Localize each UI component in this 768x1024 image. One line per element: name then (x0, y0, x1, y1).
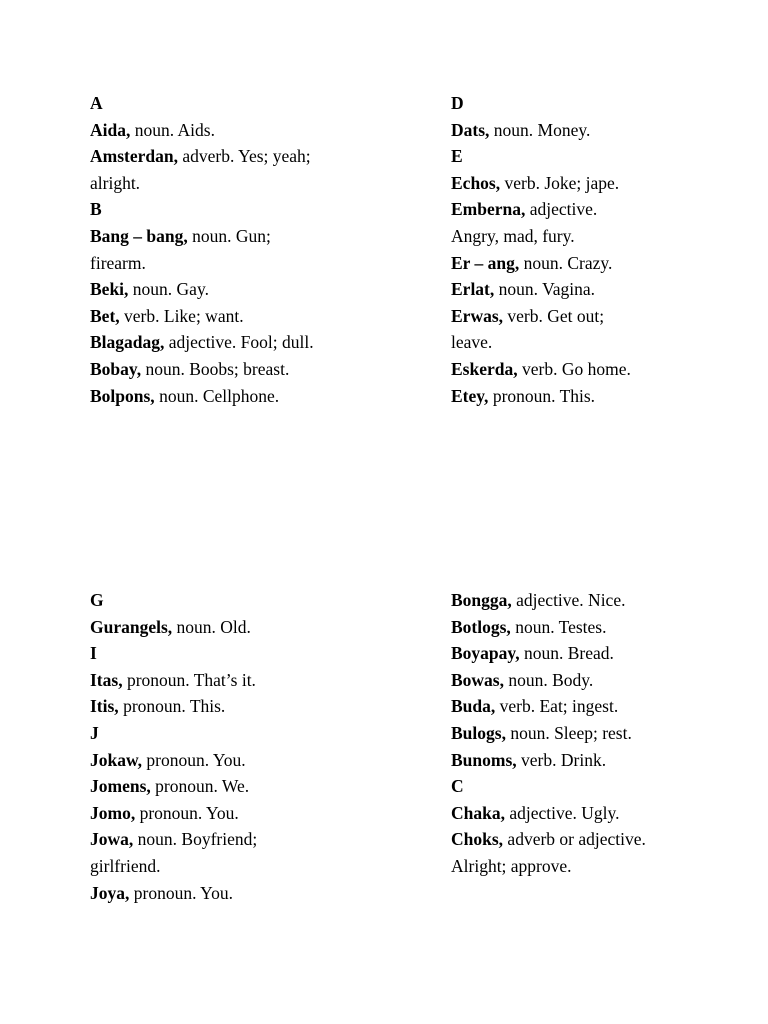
entry-term: Joya, (90, 882, 130, 903)
glossary-entry (451, 117, 721, 144)
entry-definition: adjective. Ugly. (504, 802, 620, 823)
entry-term: Amsterdan, (90, 146, 178, 167)
entry-definition: noun. Sleep; rest. (505, 722, 632, 743)
entry-term: Emberna, (451, 199, 526, 220)
entry-term: Choks, (451, 829, 504, 850)
glossary-entry (90, 667, 360, 694)
definition-continuation: alright. (90, 172, 141, 193)
entry-definition: noun. Crazy. (519, 252, 613, 273)
entry-term: Bet, (90, 305, 120, 326)
entry-definition: noun. Gay. (128, 279, 209, 300)
section-letter: A (90, 93, 103, 113)
entry-term: Beki, (90, 279, 129, 300)
entry-term: Bowas, (451, 669, 504, 690)
entry-term: Bongga, (451, 590, 512, 610)
entry-term: Itas, (90, 669, 123, 690)
entry-definition: noun. Old. (172, 616, 251, 637)
entry-term: Bunoms, (451, 749, 517, 770)
definition-continuation: firearm. (90, 252, 146, 273)
entry-term: Itis, (90, 696, 119, 717)
glossary-entry (90, 276, 360, 303)
section-letter: J (90, 722, 99, 743)
definition-continuation: Alright; approve. (451, 855, 572, 876)
entry-term: Botlogs, (451, 616, 511, 637)
definition-continuation: girlfriend. (90, 855, 161, 876)
entry-definition: verb. Drink. (516, 749, 607, 770)
entry-term: Jokaw, (90, 749, 143, 770)
entry-term: Boyapay, (451, 643, 520, 664)
entry-definition: pronoun. You. (135, 802, 239, 823)
entry-definition: noun. Cellphone. (154, 385, 280, 406)
glossary-entry (451, 640, 721, 667)
glossary-entry (451, 800, 721, 827)
entry-term: Dats, (451, 119, 490, 140)
section-letter: B (90, 199, 102, 220)
entry-term: Bang – bang, (90, 225, 188, 246)
glossary-entry (90, 747, 360, 774)
entry-term: Bulogs, (451, 722, 506, 743)
glossary-block-d-e (451, 90, 721, 409)
entry-definition: verb. Go home. (517, 358, 631, 379)
definition-continuation: leave. (451, 332, 493, 353)
section-letter: C (451, 776, 464, 797)
glossary-entry (90, 223, 360, 250)
entry-definition: verb. Joke; jape. (500, 172, 620, 193)
entry-term: Jomens, (90, 776, 151, 797)
entry-term: Buda, (451, 696, 496, 717)
entry-definition: verb. Like; want. (119, 305, 244, 326)
entry-term: Gurangels, (90, 616, 173, 637)
entry-term: Echos, (451, 172, 501, 193)
glossary-entry (90, 693, 360, 720)
entry-term: Jomo, (90, 802, 136, 823)
entry-definition: noun. Testes. (510, 616, 607, 637)
glossary-entry (451, 747, 721, 774)
entry-definition: noun. Vagina. (494, 279, 596, 300)
definition-continuation: Angry, mad, fury. (451, 225, 575, 246)
glossary-entry (451, 826, 721, 853)
entry-term: Etey, (451, 385, 489, 406)
glossary-entry (451, 170, 721, 197)
entry-definition: noun. Body. (504, 669, 594, 690)
entry-definition: noun. Bread. (519, 643, 614, 664)
entry-definition: pronoun. That’s it. (122, 669, 256, 690)
glossary-entry (451, 587, 721, 614)
entry-definition: pronoun. This. (118, 696, 226, 717)
entry-definition: pronoun. This. (488, 385, 596, 406)
entry-definition: noun. Boobs; breast. (141, 358, 290, 379)
entry-term: Er – ang, (451, 252, 520, 273)
glossary-block-a-b (90, 90, 360, 409)
glossary-entry (451, 303, 721, 330)
glossary-entry (90, 383, 360, 410)
entry-term: Eskerda, (451, 358, 518, 379)
entry-definition: pronoun. We. (150, 776, 250, 797)
entry-definition: noun. Boyfriend; (133, 829, 258, 850)
glossary-entry (451, 667, 721, 694)
entry-definition: verb. Eat; ingest. (495, 696, 619, 717)
glossary-entry (451, 614, 721, 641)
section-letter: G (90, 590, 104, 610)
entry-term: Aida, (90, 119, 131, 140)
entry-definition: verb. Get out; (503, 305, 605, 326)
entry-definition: pronoun. You. (142, 749, 246, 770)
glossary-entry (90, 800, 360, 827)
glossary-block-b-c (451, 587, 721, 880)
entry-term: Blagadag, (90, 332, 165, 353)
entry-term: Erlat, (451, 279, 495, 300)
glossary-entry (90, 117, 360, 144)
glossary-entry (90, 773, 360, 800)
glossary-entry (90, 303, 360, 330)
glossary-entry (90, 329, 360, 356)
glossary-entry (90, 143, 360, 170)
glossary-entry (451, 356, 721, 383)
entry-definition: adjective. (525, 199, 598, 220)
entry-term: Bobay, (90, 358, 142, 379)
glossary-entry (90, 356, 360, 383)
entry-term: Jowa, (90, 829, 134, 850)
entry-term: Bolpons, (90, 385, 155, 406)
entry-term: Chaka, (451, 802, 505, 823)
glossary-entry (90, 880, 360, 907)
glossary-entry (90, 614, 360, 641)
entry-definition: adjective. Fool; dull. (164, 332, 314, 353)
entry-definition: adverb or adjective. (503, 829, 646, 850)
entry-definition: adjective. Nice. (511, 590, 626, 610)
section-letter: I (90, 643, 97, 664)
entry-term: Erwas, (451, 305, 504, 326)
section-letter: D (451, 93, 464, 113)
glossary-entry (90, 826, 360, 853)
entry-definition: adverb. Yes; yeah; (177, 146, 311, 167)
glossary-entry (451, 383, 721, 410)
glossary-block-g-j (90, 587, 360, 906)
entry-definition: noun. Aids. (130, 119, 215, 140)
glossary-entry (451, 196, 721, 223)
entry-definition: noun. Money. (489, 119, 591, 140)
glossary-entry (451, 276, 721, 303)
entry-definition: noun. Gun; (187, 225, 271, 246)
entry-definition: pronoun. You. (129, 882, 233, 903)
glossary-entry (451, 250, 721, 277)
glossary-entry (451, 720, 721, 747)
section-letter: E (451, 146, 463, 167)
glossary-entry (451, 693, 721, 720)
